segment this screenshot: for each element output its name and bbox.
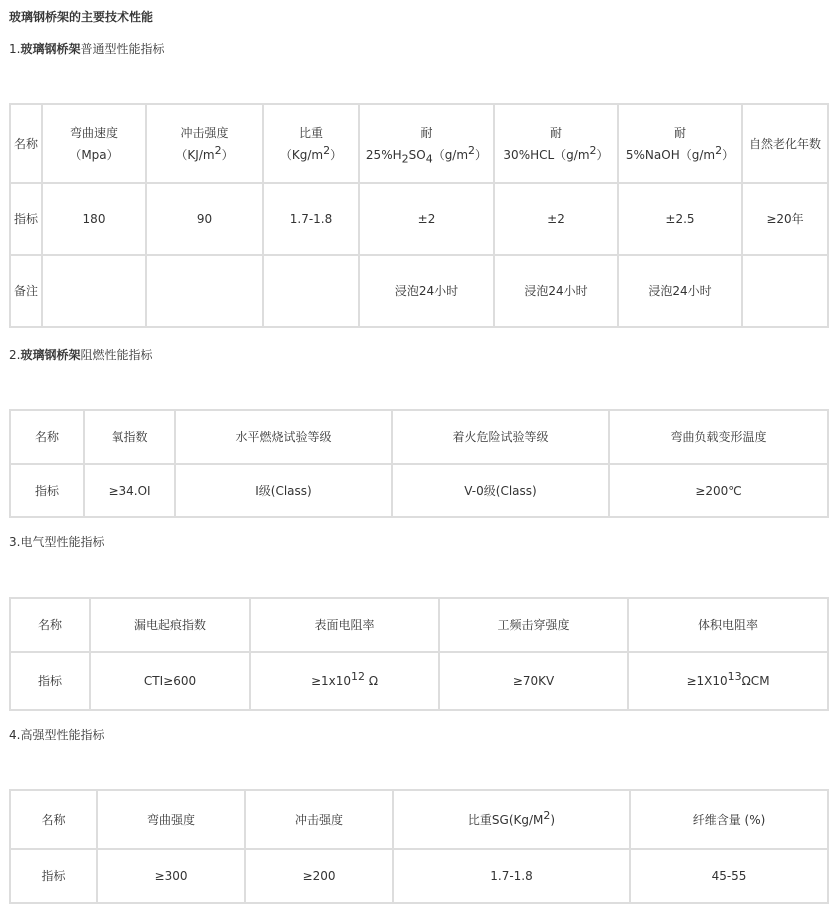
header-cell: 水平燃烧试验等级 <box>175 410 392 464</box>
flame-retardant-table <box>9 409 829 518</box>
table-row <box>10 652 828 710</box>
header-cell: 着火危险试验等级 <box>392 410 609 464</box>
table-row <box>10 183 828 255</box>
header-cell: 氧指数 <box>84 410 175 464</box>
row-label: 指标 <box>10 464 84 517</box>
header-cell: 冲击强度 $(KJ/m^2)$ <box>146 104 263 183</box>
section-4-title: 4.高强型性能指标 <box>9 728 105 742</box>
value-cell: ≥200℃ <box>609 464 828 517</box>
high-strength-table <box>9 789 829 904</box>
electrical-performance-table <box>9 597 829 711</box>
value-cell: 180 <box>42 183 146 255</box>
row-label: 指标 <box>10 183 42 255</box>
header-cell: 弯曲负载变形温度 <box>609 410 828 464</box>
value-cell: 45-55 <box>630 849 828 903</box>
value-cell: ≥200 <box>245 849 393 903</box>
row-label: 指标 <box>10 652 90 710</box>
note-cell <box>146 255 263 327</box>
table-row <box>10 255 828 327</box>
header-cell: 名称 <box>10 790 97 849</box>
value-cell: 1.7-1.8 <box>263 183 359 255</box>
section-2-title: 2.玻璃钢桥架阻燃性能指标 <box>9 348 153 362</box>
table-row <box>10 410 828 464</box>
header-cell: 弯曲强度 <box>97 790 245 849</box>
header-cell: 耐 $5\%NaOH(g/m^2)$ <box>618 104 742 183</box>
value-cell: 90 <box>146 183 263 255</box>
header-cell: 耐 $30\%HCL(g/m^2)$ <box>494 104 618 183</box>
header-cell: 工频击穿强度 <box>439 598 628 652</box>
value-cell: I级(Class) <box>175 464 392 517</box>
table-row <box>10 464 828 517</box>
header-cell: 名称 <box>10 410 84 464</box>
header-cell: 弯曲速度 （Mpa） <box>42 104 146 183</box>
value-cell: ±2.5 <box>618 183 742 255</box>
value-cell: ≥20年 <box>742 183 828 255</box>
table-row <box>10 598 828 652</box>
header-cell: 名称 <box>10 104 42 183</box>
note-cell: 浸泡24小时 <box>494 255 618 327</box>
note-cell <box>263 255 359 327</box>
note-cell: 浸泡24小时 <box>618 255 742 327</box>
row-label: 备注 <box>10 255 42 327</box>
value-cell: V-0级(Class) <box>392 464 609 517</box>
header-cell: 耐 $25\%H_2SO_4(g/m^2)$ <box>359 104 494 183</box>
header-cell: 纤维含量 (%) <box>630 790 828 849</box>
note-cell: 浸泡24小时 <box>359 255 494 327</box>
table-row <box>10 790 828 849</box>
main-title: 玻璃钢桥架的主要技术性能 <box>9 10 154 24</box>
value-cell: ±2 <box>494 183 618 255</box>
value-cell: CTI≥600 <box>90 652 250 710</box>
header-cell: 漏电起痕指数 <box>90 598 250 652</box>
row-label: 指标 <box>10 849 97 903</box>
table-row <box>10 104 828 183</box>
value-cell: ≥70KV <box>439 652 628 710</box>
header-cell: 自然老化年数 <box>742 104 828 183</box>
note-cell <box>742 255 828 327</box>
note-cell <box>42 255 146 327</box>
section-3-title: 3.电气型性能指标 <box>9 535 105 549</box>
general-performance-table <box>9 103 829 328</box>
table-row <box>10 849 828 903</box>
header-cell: 表面电阻率 <box>250 598 439 652</box>
value-cell: $\ge 1x10^{12}$ Ω <box>250 652 439 710</box>
header-cell: 比重 $(Kg/m^2)$ <box>263 104 359 183</box>
value-cell: ≥34.OI <box>84 464 175 517</box>
value-cell: $\ge 1X10^{13}\Omega CM$ <box>628 652 828 710</box>
header-cell: 名称 <box>10 598 90 652</box>
value-cell: 1.7-1.8 <box>393 849 630 903</box>
header-cell: 冲击强度 <box>245 790 393 849</box>
header-cell: 比重$SG(Kg/M^2)$ <box>393 790 630 849</box>
section-1-title: 1.玻璃钢桥架普通型性能指标 <box>9 42 165 56</box>
header-cell: 体积电阻率 <box>628 598 828 652</box>
value-cell: ±2 <box>359 183 494 255</box>
value-cell: ≥300 <box>97 849 245 903</box>
